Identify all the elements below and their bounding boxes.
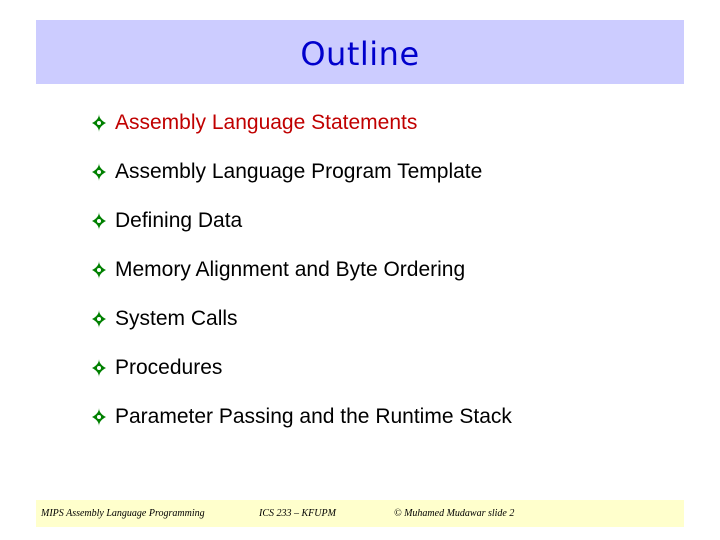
bullet-text: System Calls [115, 306, 238, 330]
bullet-item [88, 392, 512, 441]
diamond-bullet-icon [88, 210, 110, 232]
bullet-item [88, 98, 512, 147]
diamond-bullet-icon [88, 406, 110, 428]
bullet-item [88, 343, 512, 392]
bullet-item [88, 245, 512, 294]
bullet-list [88, 98, 512, 441]
diamond-bullet-icon [88, 112, 110, 134]
bullet-text: Defining Data [115, 208, 243, 232]
bullet-item [88, 147, 512, 196]
bullet-text: Memory Alignment and Byte Ordering [115, 257, 466, 281]
footer-course-title: MIPS Assembly Language Programming [41, 508, 205, 519]
bullet-text: Assembly Language Statements [115, 110, 418, 134]
footer-author-slide: © Muhamed Mudawar slide 2 [394, 508, 515, 519]
diamond-bullet-icon [88, 308, 110, 330]
footer-course-code: ICS 233 – KFUPM [259, 508, 336, 519]
bullet-item [88, 196, 512, 245]
footer-bar [36, 500, 684, 527]
bullet-text: Procedures [115, 355, 223, 379]
bullet-text: Parameter Passing and the Runtime Stack [115, 404, 512, 428]
diamond-bullet-icon [88, 161, 110, 183]
bullet-item [88, 294, 512, 343]
slide-title: Outline [300, 35, 420, 73]
title-bar [36, 20, 684, 84]
diamond-bullet-icon [88, 357, 110, 379]
diamond-bullet-icon [88, 259, 110, 281]
bullet-text: Assembly Language Program Template [115, 159, 483, 183]
